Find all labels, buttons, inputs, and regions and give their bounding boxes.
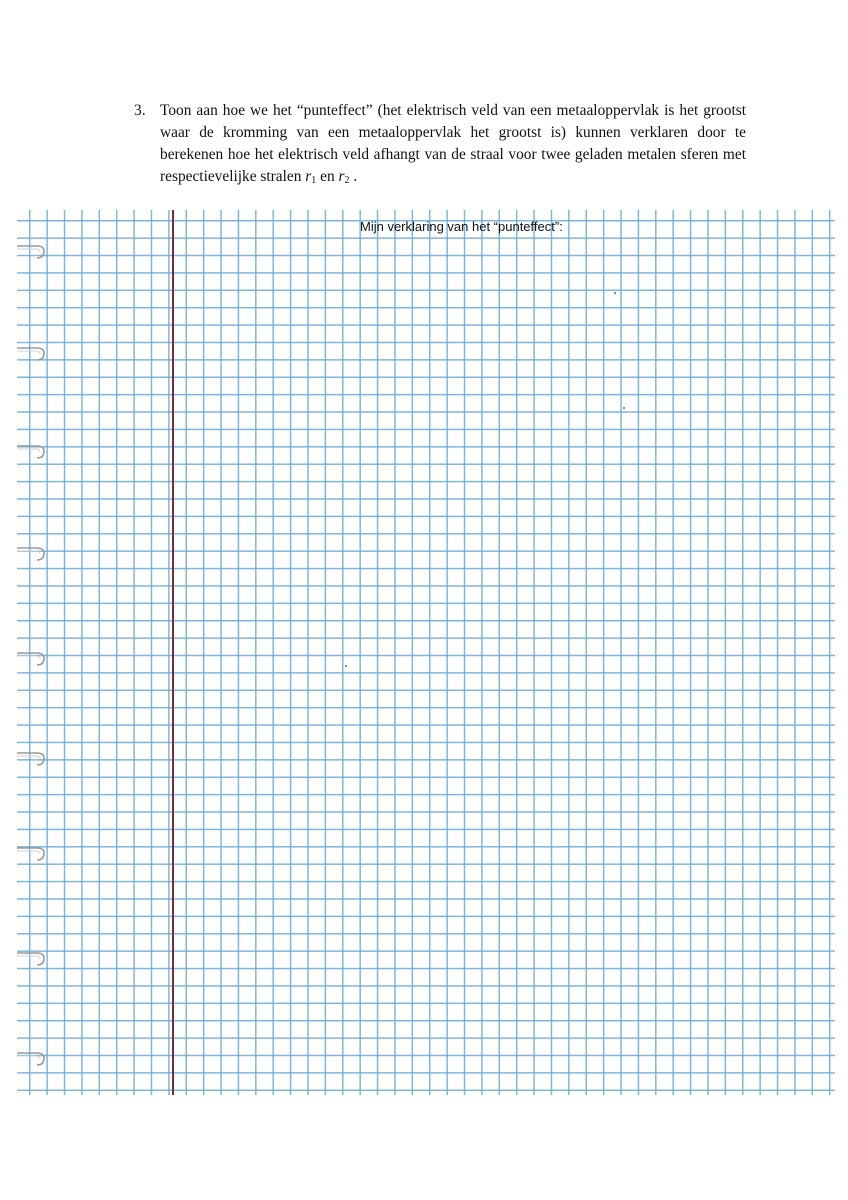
sentence-end: . xyxy=(349,168,358,185)
punch-hole-icon xyxy=(17,540,47,562)
punch-hole-icon xyxy=(17,745,47,767)
r2-symbol: r xyxy=(338,168,345,185)
punch-hole-icon xyxy=(17,238,47,260)
paper-speck xyxy=(345,665,347,667)
question-text xyxy=(160,100,746,192)
question-3 xyxy=(134,100,746,192)
punch-hole-icon xyxy=(17,840,47,862)
punch-hole-icon xyxy=(17,340,47,362)
paper-speck xyxy=(614,292,616,294)
question-body: Toon aan hoe we het “punteffect” (het elektrisch veld van een metaaloppervlak is het grootst waar de kromming van een metaaloppervlak het grootst is) kunnen verklaren door te berekenen hoe het elektrisch veld afhangt van de straal voor twee geladen metalen sferen met respectievelijke stralen xyxy=(160,102,746,185)
punch-hole-icon xyxy=(17,945,47,967)
answer-heading: Mijn verklaring van het “punteffect”: xyxy=(360,219,563,234)
r2-subscript: 2 xyxy=(344,175,350,186)
paper-speck xyxy=(623,407,625,409)
answer-grid-paper[interactable] xyxy=(17,210,835,1095)
punch-hole-icon xyxy=(17,1045,47,1067)
margin-line xyxy=(172,210,174,1095)
r1-symbol: r xyxy=(305,168,312,185)
r1-subscript: 1 xyxy=(311,175,317,186)
question-number: 3. xyxy=(134,102,146,119)
punch-hole-icon xyxy=(17,438,47,460)
punch-hole-icon xyxy=(17,645,47,667)
conjunction: en xyxy=(316,168,339,185)
